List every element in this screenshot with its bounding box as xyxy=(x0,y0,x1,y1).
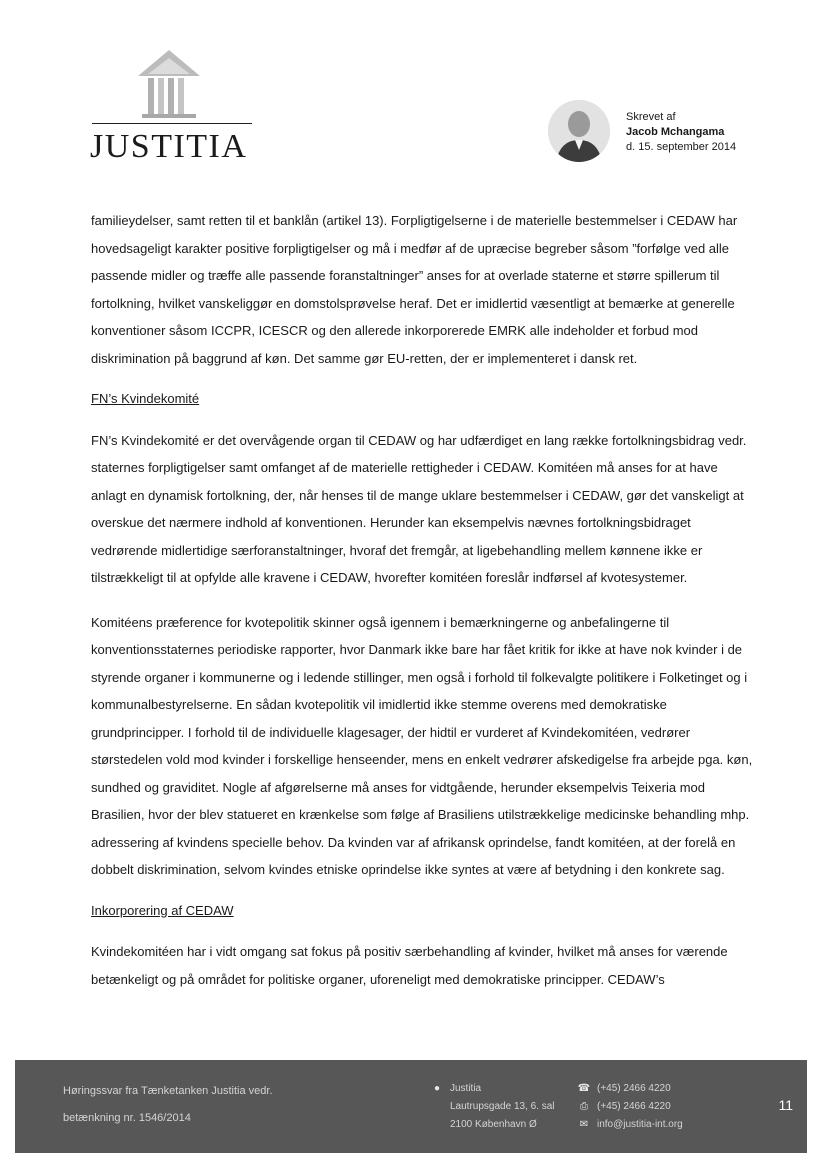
fax-number: (+45) 2466 4220 xyxy=(597,1101,671,1112)
page-number: 11 xyxy=(778,1097,793,1113)
author-name: Jacob Mchangama xyxy=(626,126,725,138)
fax-icon: ⎙ xyxy=(580,1101,588,1112)
publish-date: d. 15. september 2014 xyxy=(626,141,737,153)
document-body xyxy=(91,207,755,993)
footer-title xyxy=(63,1078,273,1132)
org-name: Justitia xyxy=(450,1083,482,1094)
location-pin-icon: ● xyxy=(433,1083,441,1094)
paragraph: Kvindekomitéen har i vidt omgang sat fokus på positiv særbehandling af kvinder, hvilket må anses for værende betænkeligt og på området for politiske organer, uforeneligt med demokratiske principper. CEDAW’s xyxy=(91,944,728,987)
paragraph: FN’s Kvindekomité er det overvågende organ til CEDAW og har udfærdiget en lang række fortolkningsbidrag vedr. staternes forpligtigelser samt omfanget af de materielle rettigheder i CEDAW. Komitéen må anses for at have anlagt en dynamisk fortolkning, der, når henses til de mange uklare bestemmelser i CEDAW, gør det vanskeligt at overskue det nærmere indhold af konventionen. Herunder kan eksempelvis nævnes fortolkningsbidraget vedrørende midlertidige særforanstaltninger, hvoraf det fremgår, at ligebehandling mellem kønnene ikke er tilstrækkeligt til at opfylde alle kravene i CEDAW, hvorefter komitéen foreslår indførsel af kvotesystemer. xyxy=(91,432,747,585)
address-line: Lautrupsgade 13, 6. sal xyxy=(450,1101,555,1112)
footer-title-line: betænkning nr. 1546/2014 xyxy=(63,1112,191,1124)
avatar xyxy=(548,100,610,162)
logo-wordmark: JUSTITIA xyxy=(90,128,248,165)
address-line: 2100 København Ø xyxy=(450,1119,537,1130)
page-footer xyxy=(15,1060,807,1153)
author-label: Skrevet af xyxy=(626,111,676,123)
email-icon: ✉ xyxy=(579,1119,589,1130)
paragraph: Komitéens præference for kvotepolitik skinner også igennem i bemærkningerne og anbefalingerne til konventionsstaternes periodiske rapporter, hvor Danmark ikke bare har fået kritik for ikke at have nok kvinder i de styrende organer i kommunerne og i ledende stillinger, men også i forhold til folkevalgte politikere i Folketinget og i kommunalbestyrelserne. En sådan kvotepolitik vil imidlertid ikke stemme overens med demokratiske grundprincipper. I forhold til de individuelle klagesager, der hidtil er vurderet af Kvindekomitéen, vedrører størstedelen vold mod kvinder i forskellige henseender, mens en enkelt vedrører afskedigelse fra arbejde pga. køn, sundhed og graviditet. Nogle af afgørelserne må anses for vidtgående, herunder eksempelvis Teixeria mod Brasilien, hvor der blev statueret en krænkelse som følge af Brasiliens utilstrækkelige medicinske behandling mhp. adressering af kvindens specielle behov. Da kvinden var af afrikansk oprindelse, fandt komitéen, at der forelå en dobbelt diskrimination, selvom kvindes etniske oprindelse ikke syntes at være af betydning i den konkrete sag. xyxy=(91,614,753,877)
footer-contact xyxy=(577,1080,683,1134)
phone-number[interactable]: (+45) 2466 4220 xyxy=(597,1083,671,1094)
justitia-logo xyxy=(88,48,268,168)
author-portrait-icon xyxy=(548,100,610,162)
section-heading: FN’s Kvindekomité xyxy=(91,391,200,406)
footer-title-line: Høringssvar fra Tænketanken Justitia vedr. xyxy=(63,1085,273,1097)
temple-icon xyxy=(134,48,204,120)
section-heading: Inkorporering af CEDAW xyxy=(91,902,234,918)
phone-icon: ☎ xyxy=(577,1083,591,1094)
footer-address xyxy=(430,1080,555,1134)
email-link[interactable]: info@justitia-int.org xyxy=(597,1119,683,1130)
paragraph: familieydelser, samt retten til et banklån (artikel 13). Forpligtigelserne i de materielle bestemmelser i CEDAW har hovedsageligt karakter positive forpligtigelser og må i medfør af de upræcise begreber såsom ”forfølge ved alle passende midler og træffe alle passende foranstaltninger” anses for at overlade staterne et større spillerum til fortolkning, hvilket vanskeliggør en domstolsprøvelse heraf. Det er imidlertid væsentligt at bemærke at generelle konventioner såsom ICCPR, ICESCR og den allerede inkorporerede EMRK alle indeholder et forbud mod diskrimination på baggrund af køn. Det samme gør EU-retten, der er implementeret i dansk ret. xyxy=(91,213,738,366)
